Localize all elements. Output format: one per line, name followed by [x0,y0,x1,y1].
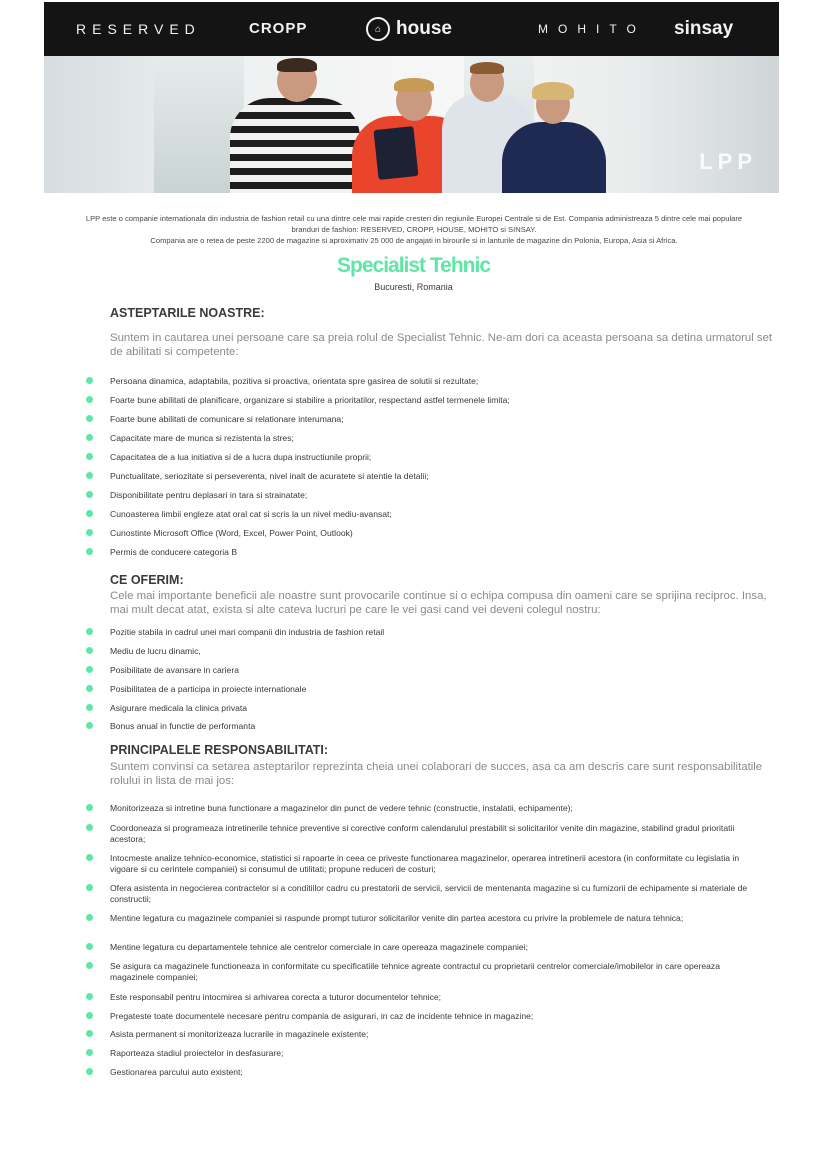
list-item: Cunoasterea limbii engleze atat oral cat si scris la un nivel mediu-avansat; [110,509,760,520]
bullet-icon [86,510,93,517]
bullet-icon [86,962,93,969]
list-item: Raporteaza stadiul proiectelor in desfasurare; [110,1048,760,1059]
person-hair [532,82,574,100]
hero-photo [44,56,779,193]
brand-house-logo [366,17,452,41]
list-item: Mediu de lucru dinamic, [110,646,760,657]
section-heading-offer: CE OFERIM: [110,573,184,587]
list-item: Cunostinte Microsoft Office (Word, Excel, Power Point, Outlook) [110,528,760,539]
list-item: Pozitie stabila in cadrul unei mari companii din industria de fashion retail [110,627,760,638]
list-item: Coordoneaza si programeaza intretinerile tehnice preventive si corective conform calendarului prestabilit si solicitarilor venite din magazine, stabilind gradul prioritatii acestora; [110,823,760,845]
section-intro-expectations: Suntem in cautarea unei persoane care sa preia rolul de Specialist Tehnic. Ne-am dori ca aceasta persoana sa detina urmatorul set de abilitati si competente: [110,332,773,358]
bullet-icon [86,884,93,891]
bullet-icon [86,434,93,441]
person-hair [277,58,317,72]
person-navy-top [502,122,606,193]
list-item: Bonus anual in functie de performanta [110,721,760,732]
brand-mohito-logo: MOHITO [538,22,646,36]
bullet-icon [86,722,93,729]
bullet-icon [86,415,93,422]
list-item: Pregateste toate documentele necesare pentru compania de asigurari, in caz de incidente tehnice in magazine; [110,1011,760,1022]
bullet-icon [86,529,93,536]
list-item: Ofera asistenta in negocierea contractelor si a conditiilor cadru cu prestatorii de servicii, servicii de mentenanta magazine si cu furnizorii de echipamente si materiale de constructii; [110,883,760,905]
list-item: Asigurare medicala la clinica privata [110,703,760,714]
bullet-icon [86,628,93,635]
bullet-icon [86,1049,93,1056]
bullet-icon [86,854,93,861]
list-item: Foarte bune abilitati de planificare, organizare si stabilire a prioritatilor, respectand astfel termenele limita; [110,395,760,406]
bullet-icon [86,377,93,384]
list-item: Posibilitate de avansare in cariera [110,665,760,676]
bullet-icon [86,1030,93,1037]
brand-sinsay-logo: sinsay [674,18,734,39]
brand-house-label: house [396,18,452,39]
bullet-icon [86,685,93,692]
job-location: Bucuresti, Romania [374,282,453,292]
bullet-icon [86,943,93,950]
list-item: Monitorizeaza si intretine buna functionare a magazinelor din punct de vedere tehnic (constructie, instalatii, echipamente); [110,803,760,814]
section-heading-responsibilities: PRINCIPALELE RESPONSABILITATI: [110,743,329,757]
person-hair [394,78,434,92]
brand-cropp-logo: CROPP [249,20,308,37]
section-intro-offer: Cele mai importante beneficii ale noastre sunt provocarile continue si o echipa compusa din oameni care se sprijina reciproc. Insa, mai mult decat atat, exista si alte cateva lucruri pe care le vei gasi cand vei deveni colegul nostru: [110,590,767,616]
list-item: Intocmeste analize tehnico-economice, statistici si rapoarte in ceea ce priveste functionarea magazinelor, operarea intretinerii acestora (in conformitate cu legislatia in vigoare si cu cerintele companiei) si consumul de utilitati; propune reduceri de costuri; [110,853,760,875]
bullet-icon [86,704,93,711]
list-item: Asista permanent si monitorizeaza lucrarile in magazinele existente; [110,1029,760,1040]
list-item: Disponibilitate pentru deplasari in tara si strainatate; [110,490,760,501]
list-item: Punctualitate, seriozitate si perseverenta, nivel inalt de acuratete si atentie la detalii; [110,471,760,482]
bullet-icon [86,804,93,811]
company-intro [44,213,784,246]
section-intro-responsibilities: Suntem convinsi ca setarea asteptarilor reprezinta cheia unei colaborari de succes, asa ca am descris care sunt responsabilitatile rolului in lista de mai jos: [110,761,763,787]
list-item: Capacitatea de a lua initiativa si de a lucra dupa instructiunile proprii; [110,452,760,463]
list-item: Posibilitatea de a participa in proiecte internationale [110,684,760,695]
list-item: Se asigura ca magazinele functioneaza in conformitate cu specificatiile tehnice agreate contractul cu proprietarii centrelor comerciale/imobilelor in care opereaza magazinele companiei; [110,961,760,983]
list-item: Persoana dinamica, adaptabila, pozitiva si proactiva, orientata spre gasirea de solutii si rezultate; [110,376,760,387]
list-item: Gestionarea parcului auto existent; [110,1067,760,1078]
bullet-icon [86,666,93,673]
intro-line: branduri de fashion: RESERVED, CROPP, HOUSE, MOHITO si SINSAY. [291,225,537,234]
list-item: Permis de conducere categoria B [110,547,760,558]
person-striped-shirt [230,98,360,193]
intro-line: LPP este o companie internationala din industria de fashion retail cu una dintre cele mai rapide cresteri din regiunile Europei Centrale si de Est. Compania administreaza 5 dintre cele mai populare [85,214,743,223]
job-title: Specialist Tehnic [337,254,490,277]
person-hair [470,62,504,74]
brand-bar [44,2,779,56]
lpp-watermark: LPP [699,149,757,174]
list-item: Foarte bune abilitati de comunicare si relationare interumana; [110,414,760,425]
brand-reserved-logo: RESERVED [76,21,201,37]
bullet-icon [86,1012,93,1019]
bullet-icon [86,993,93,1000]
list-item: Mentine legatura cu departamentele tehnice ale centrelor comerciale in care opereaza magazinele companiei; [110,942,760,953]
bullet-icon [86,1068,93,1075]
bullet-icon [86,824,93,831]
list-item: Mentine legatura cu magazinele companiei si raspunde prompt tuturor solicitarilor venite din partea acestora cu privire la problemele de natura tehnica; [110,913,760,924]
bullet-icon [86,453,93,460]
bullet-icon [86,396,93,403]
bullet-icon [86,491,93,498]
bullet-icon [86,548,93,555]
intro-line: Compania are o retea de peste 2200 de magazine si aproximativ 25 000 de angajati in birourile si in lanturile de magazine din Polonia, Europa, Asia si Africa. [150,236,678,245]
bullet-icon [86,647,93,654]
bullet-icon [86,914,93,921]
list-item: Capacitate mare de munca si rezistenta la stres; [110,433,760,444]
list-item: Este responsabil pentru intocmirea si arhivarea corecta a tuturor documentelor tehnice; [110,992,760,1003]
bullet-icon [86,472,93,479]
notebook-icon [373,126,418,180]
section-heading-expectations: ASTEPTARILE NOASTRE: [110,306,265,320]
house-emblem-icon: ⌂ [366,17,390,41]
